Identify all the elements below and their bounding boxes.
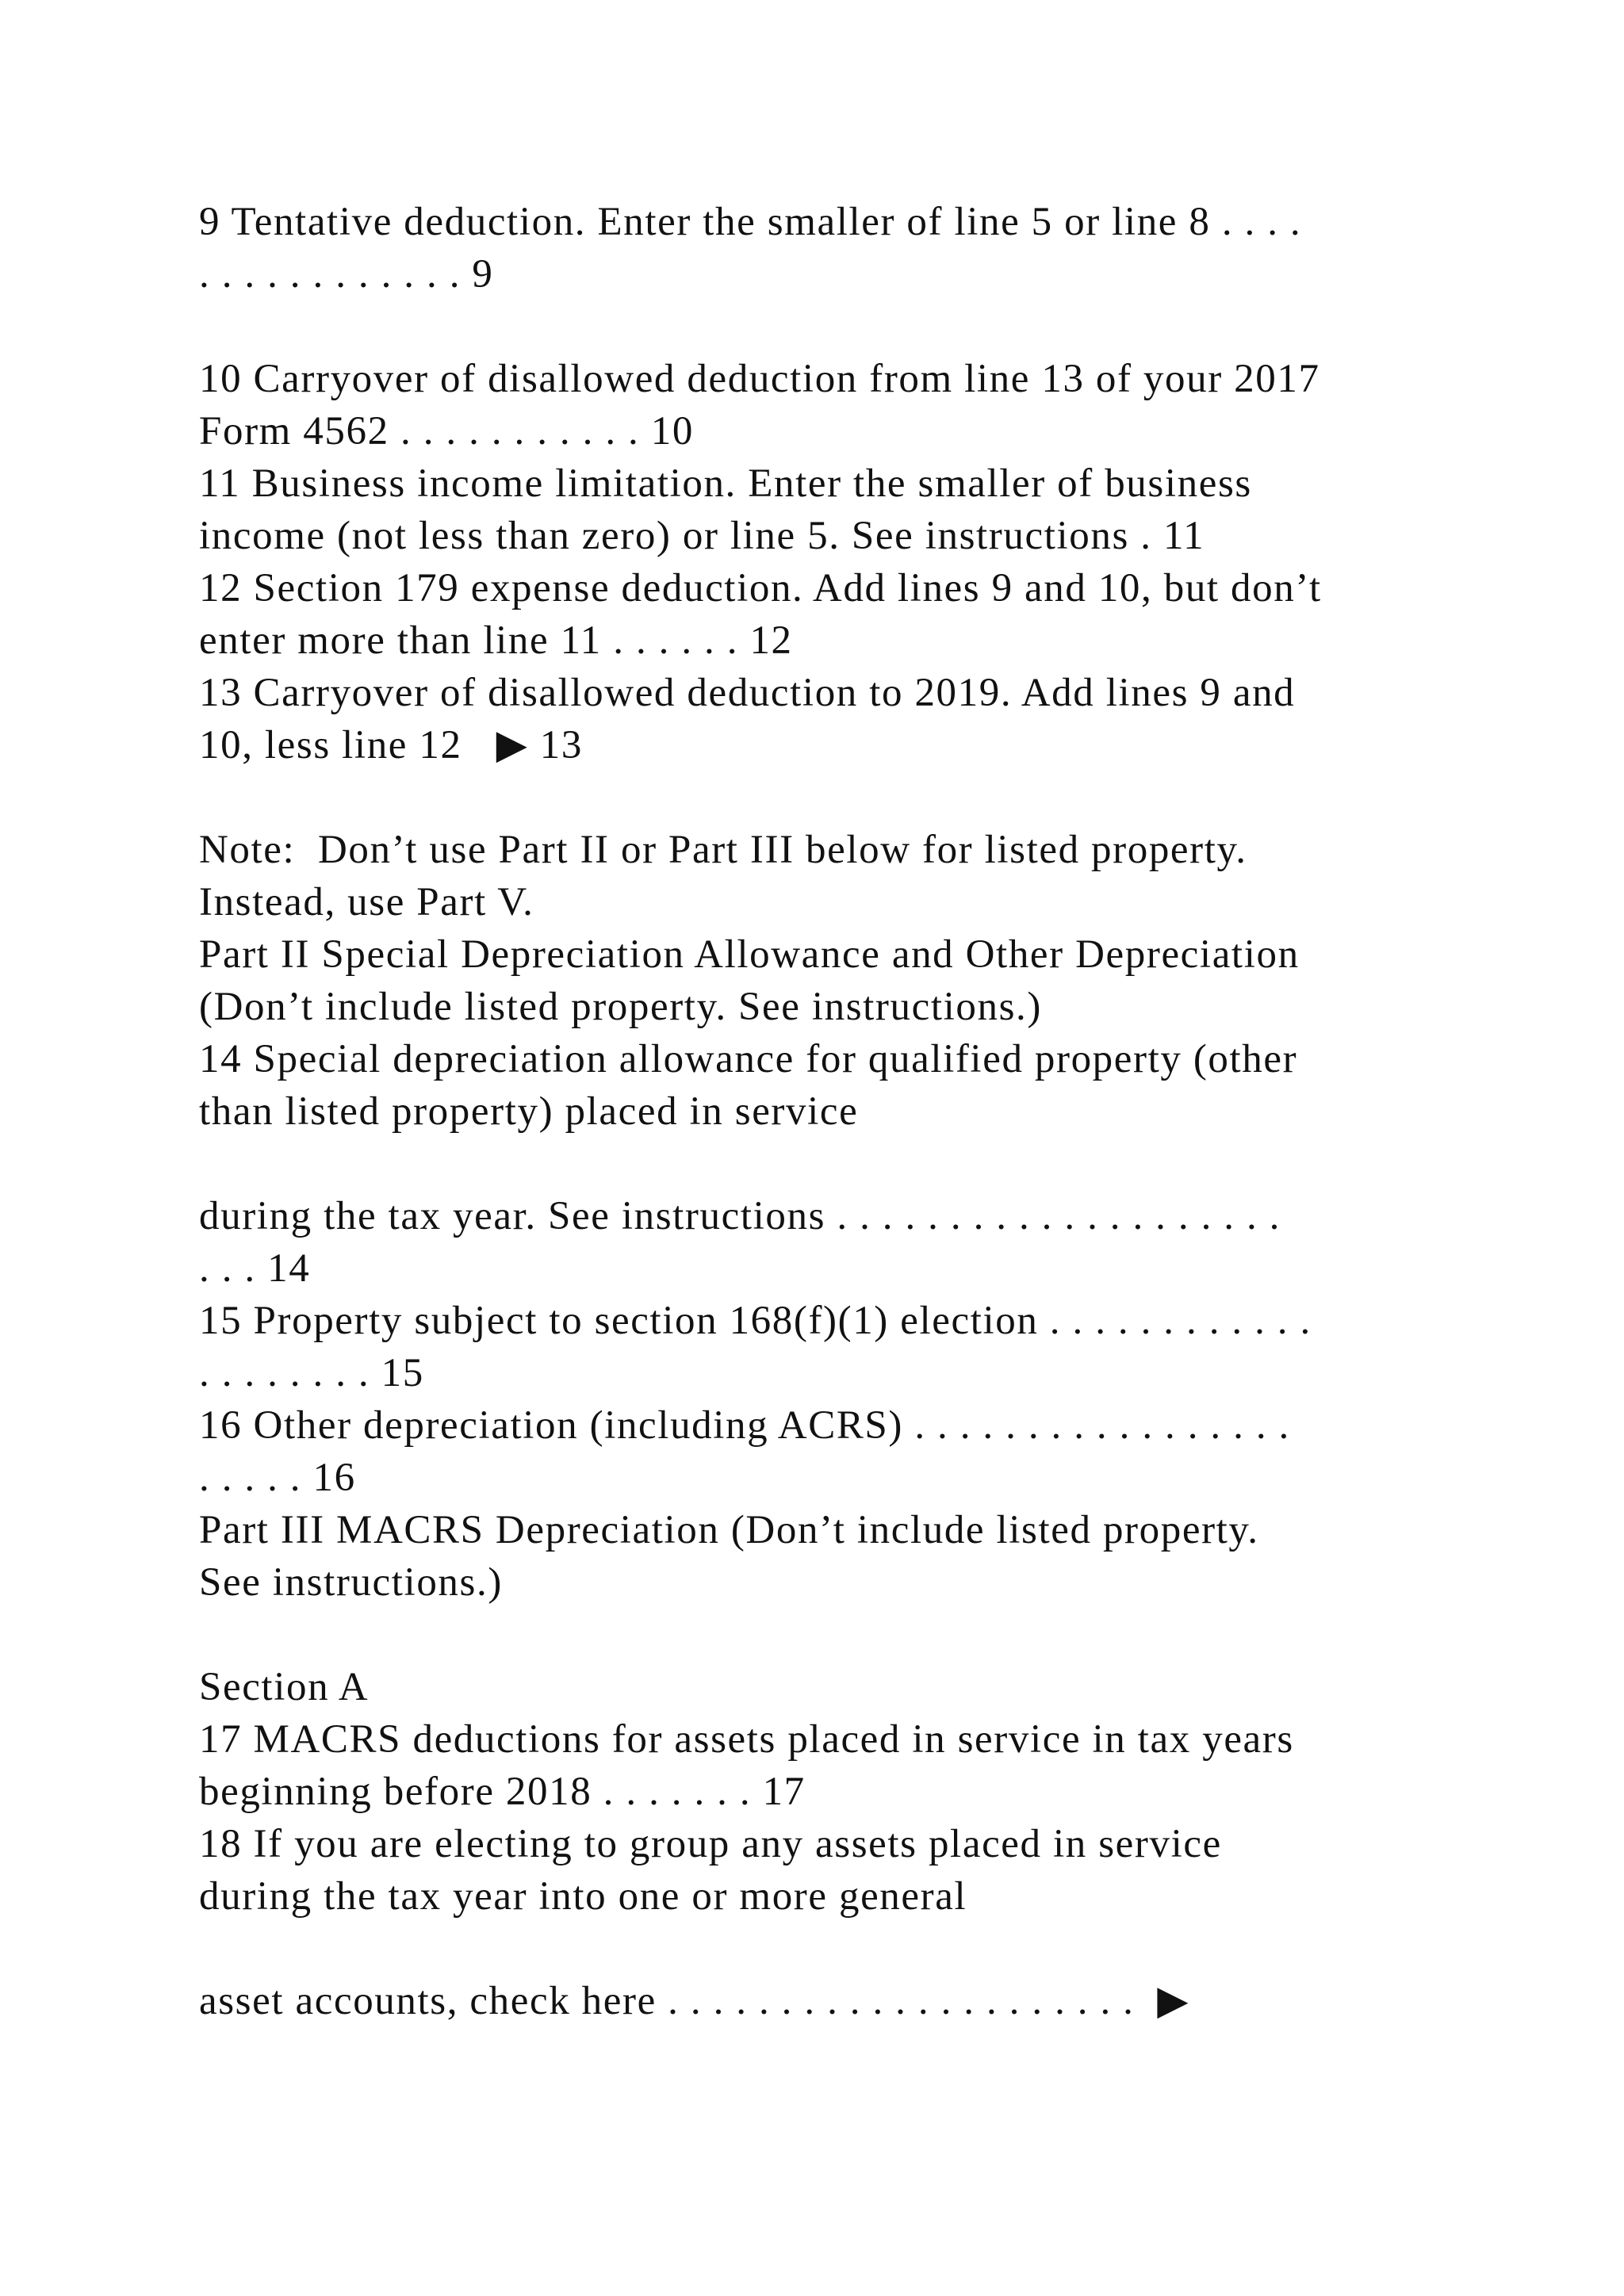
document-line: 10, less line 12 ▶ 13 — [199, 723, 583, 767]
document-line: 10 Carryover of disallowed deduction from line 13 of your 2017 — [199, 357, 1320, 401]
document-line: 17 MACRS deductions for assets placed in service in tax years — [199, 1717, 1294, 1762]
document-line: during the tax year into one or more general — [199, 1874, 967, 1919]
document-page — [199, 196, 1436, 2027]
document-line: 15 Property subject to section 168(f)(1) election . . . . . . . . . . . . — [199, 1299, 1312, 1343]
blank-line — [199, 1609, 1436, 1661]
blank-line — [199, 1138, 1436, 1190]
document-line: Part III MACRS Depreciation (Don’t include listed property. — [199, 1508, 1259, 1552]
document-line: enter more than line 11 . . . . . . 12 — [199, 618, 793, 663]
document-line: asset accounts, check here . . . . . . . . . . . . . . . . . . . . . ▶ — [199, 1979, 1190, 2023]
blank-line — [199, 771, 1436, 824]
document-line: 12 Section 179 expense deduction. Add lines 9 and 10, but don’t — [199, 566, 1322, 610]
document-line: Form 4562 . . . . . . . . . . . 10 — [199, 409, 694, 453]
document-line: Section A — [199, 1665, 370, 1709]
document-line: 13 Carryover of disallowed deduction to 2019. Add lines 9 and — [199, 671, 1296, 715]
document-line: See instructions.) — [199, 1560, 503, 1605]
document-line: than listed property) placed in service — [199, 1089, 859, 1134]
document-line: . . . 14 — [199, 1246, 311, 1291]
document-line: 14 Special depreciation allowance for qualified property (other — [199, 1037, 1298, 1081]
blank-line — [199, 1923, 1436, 1975]
document-line: 16 Other depreciation (including ACRS) . . . . . . . . . . . . . . . . . — [199, 1403, 1290, 1448]
document-line: beginning before 2018 . . . . . . . 17 — [199, 1770, 806, 1814]
document-line: during the tax year. See instructions . . . . . . . . . . . . . . . . . . . . — [199, 1194, 1281, 1238]
document-line: . . . . . . . . 15 — [199, 1351, 424, 1395]
document-line: 18 If you are electing to group any assets placed in service — [199, 1822, 1222, 1866]
document-line: Part II Special Depreciation Allowance and Other Depreciation — [199, 932, 1300, 977]
document-line: (Don’t include listed property. See instructions.) — [199, 985, 1042, 1029]
document-line: Instead, use Part V. — [199, 880, 534, 924]
document-line: . . . . . 16 — [199, 1456, 356, 1500]
document-line: 9 Tentative deduction. Enter the smaller of line 5 or line 8 . . . . — [199, 200, 1302, 244]
document-line: . . . . . . . . . . . . 9 — [199, 252, 494, 297]
blank-line — [199, 300, 1436, 353]
document-line: income (not less than zero) or line 5. See instructions . 11 — [199, 514, 1205, 558]
document-line: Note: Don’t use Part II or Part III below for listed property. — [199, 828, 1247, 872]
document-line: 11 Business income limitation. Enter the smaller of business — [199, 461, 1252, 506]
